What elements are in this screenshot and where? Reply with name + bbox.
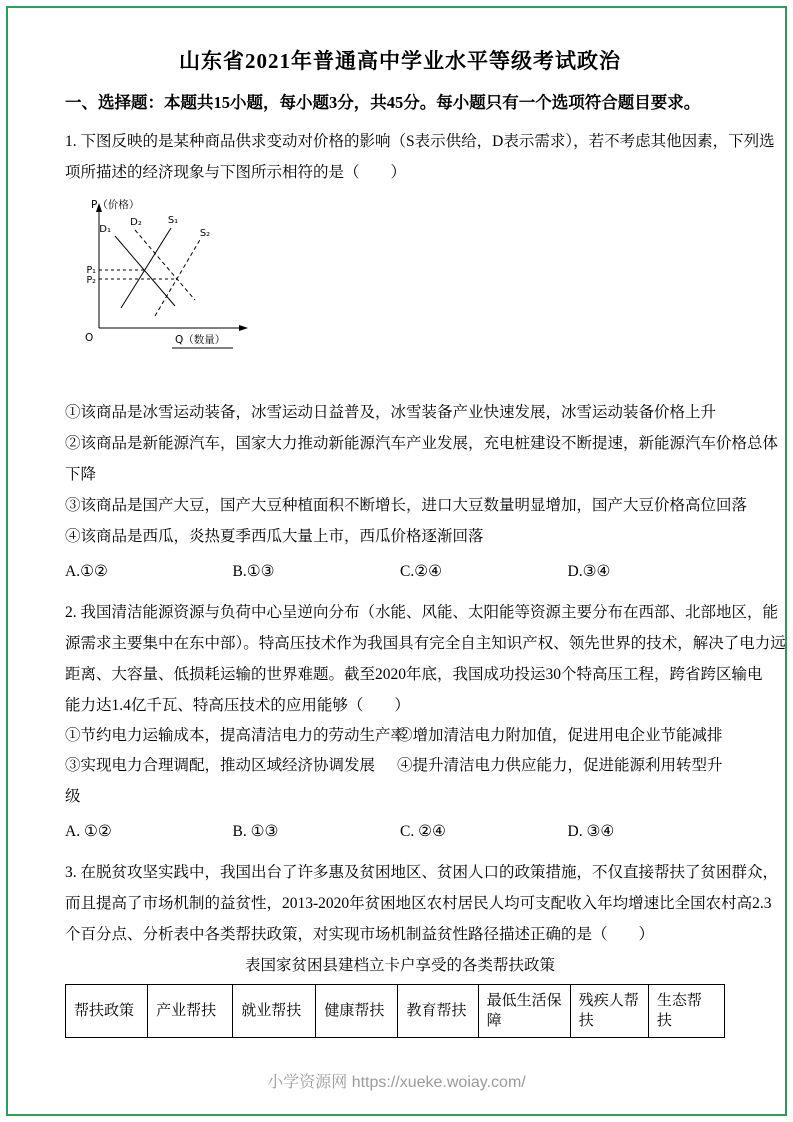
table-header-ecology: 生态帮扶	[648, 985, 724, 1038]
footer-link[interactable]: 小学资源网 https://xueke.woiay.com/	[267, 1074, 526, 1091]
q2-option-1: ①节约电力运输成本，提高清洁电力的劳动生产率	[65, 727, 407, 744]
q1-answer-choices	[65, 556, 735, 587]
table-header-health: 健康帮扶	[316, 985, 398, 1038]
q1-stem-line-1: 1. 下图反映的是某种商品供求变动对价格的影响（S表示供给，D表示需求），若不考虑其他因素，下列选	[65, 133, 775, 150]
table-header-minimum-living: 最低生活保障	[478, 985, 570, 1038]
q1-option-1: ①该商品是冰雪运动装备，冰雪运动日益普及，冰雪装备产业快速发展，冰雪运动装备价格上升	[65, 404, 717, 421]
q2-stem-line-3: 距离、大容量、低损耗运输的世界难题。截至2020年底，我国成功投运30个特高压工程，跨省跨区输电	[65, 666, 763, 683]
supply-curve-1	[121, 228, 171, 308]
q2-option-2: ②增加清洁电力附加值，促进用电企业节能减排	[397, 727, 723, 744]
q2-option-row-2	[65, 751, 735, 781]
q2-stem-line-1: 2. 我国清洁能源资源与负荷中心呈逆向分布（水能、风能、太阳能等资源主要分布在西部、北部地区，能	[65, 604, 779, 621]
q1-choice-a: A.①②	[65, 563, 108, 580]
supply-demand-chart	[75, 198, 735, 361]
q2-choice-a: A. ①②	[65, 823, 112, 840]
q2-choice-d: D. ③④	[567, 823, 615, 840]
q2-stem-line-2: 源需求主要集中在东中部）。特高压技术作为我国具有完全自主知识产权、领先世界的技术，解决了电力远	[65, 635, 786, 652]
footer	[0, 1069, 793, 1092]
page-title: 山东省2021年普通高中学业水平等级考试政治	[179, 49, 621, 73]
q1-choice-c: C.②④	[400, 563, 443, 580]
q3-table-title: 表国家贫困县建档立卡户享受的各类帮扶政策	[244, 957, 555, 974]
s1-label: S₁	[167, 215, 179, 226]
q3-stem-line-2: 而且提高了市场机制的益贫性，2013-2020年贫困地区农村居民人均可支配收入年均增速比全国农村高2.3	[65, 895, 772, 912]
p2-tick-label: P₂	[86, 275, 96, 286]
section-header: 一、选择题：本题共15小题，每小题3分，共45分。每小题只有一个选项符合题目要求。	[65, 93, 701, 112]
q1-options	[65, 397, 779, 552]
q1-stem-line-2: 项所描述的经济现象与下图所示相符的是（ ）	[65, 164, 407, 181]
table-header-employment: 就业帮扶	[233, 985, 316, 1038]
supply-demand-chart-svg	[75, 198, 285, 356]
q2-option-row-1	[65, 721, 735, 751]
q3-stem-line-1: 3. 在脱贫攻坚实践中，我国出台了许多惠及贫困地区、贫困人口的政策措施，不仅直接帮扶了贫困群众，	[65, 864, 779, 881]
table-header-industry: 产业帮扶	[148, 985, 233, 1038]
q2-choice-b: B. ①③	[232, 823, 279, 840]
q1-choice-d: D.③④	[567, 563, 611, 580]
q1-option-4: ④该商品是西瓜，炎热夏季西瓜大量上市，西瓜价格逐渐回落	[65, 528, 484, 545]
q2-answer-choices	[65, 816, 735, 847]
q1-stem	[65, 126, 775, 188]
q2-choice-c: C. ②④	[400, 823, 446, 840]
q1-option-2: ②该商品是新能源汽车，国家大力推动新能源汽车产业发展，充电桩建设不断提速，新能源汽车价格总体	[65, 435, 779, 452]
q2-stem	[65, 597, 786, 721]
d1-label: D₁	[99, 224, 111, 235]
q2-option-3: ③实现电力合理调配，推动区域经济协调发展	[65, 757, 376, 774]
q1-option-2-cont: 下降	[65, 466, 97, 483]
table-row	[66, 985, 725, 1038]
demand-curve-1	[115, 236, 175, 306]
supply-curve-2	[155, 238, 201, 316]
q1-choice-b: B.①③	[232, 563, 275, 580]
q3-stem	[65, 857, 779, 950]
x-axis-arrow-icon	[239, 325, 248, 331]
q2-option-4-cont: 级	[65, 788, 81, 805]
x-axis-label: Q（数量）	[175, 334, 226, 346]
demand-curve-2	[135, 230, 195, 300]
p1-tick-label: P₁	[86, 265, 96, 276]
q3-policy-table	[65, 984, 725, 1038]
q3-stem-line-3: 个百分点、分析表中各类帮扶政策，对实现市场机制益贫性路径描述正确的是（ ）	[65, 926, 655, 943]
table-header-education: 教育帮扶	[398, 985, 478, 1038]
q2-option-4: ④提升清洁电力供应能力，促进能源利用转型升	[397, 757, 723, 774]
s2-label: S₂	[199, 228, 211, 239]
y-axis-label: P（价格）	[91, 199, 140, 211]
d2-label: D₂	[130, 217, 142, 228]
q1-option-3: ③该商品是国产大豆，国产大豆种植面积不断增长，进口大豆数量明显增加，国产大豆价格高位回落	[65, 497, 748, 514]
table-header-disabled: 残疾人帮扶	[570, 985, 648, 1038]
q2-options	[65, 721, 735, 812]
origin-label: O	[85, 332, 94, 344]
table-header-policy: 帮扶政策	[66, 985, 148, 1038]
q2-stem-line-4: 能力达1.4亿千瓦、特高压技术的应用能够（ ）	[65, 697, 410, 714]
